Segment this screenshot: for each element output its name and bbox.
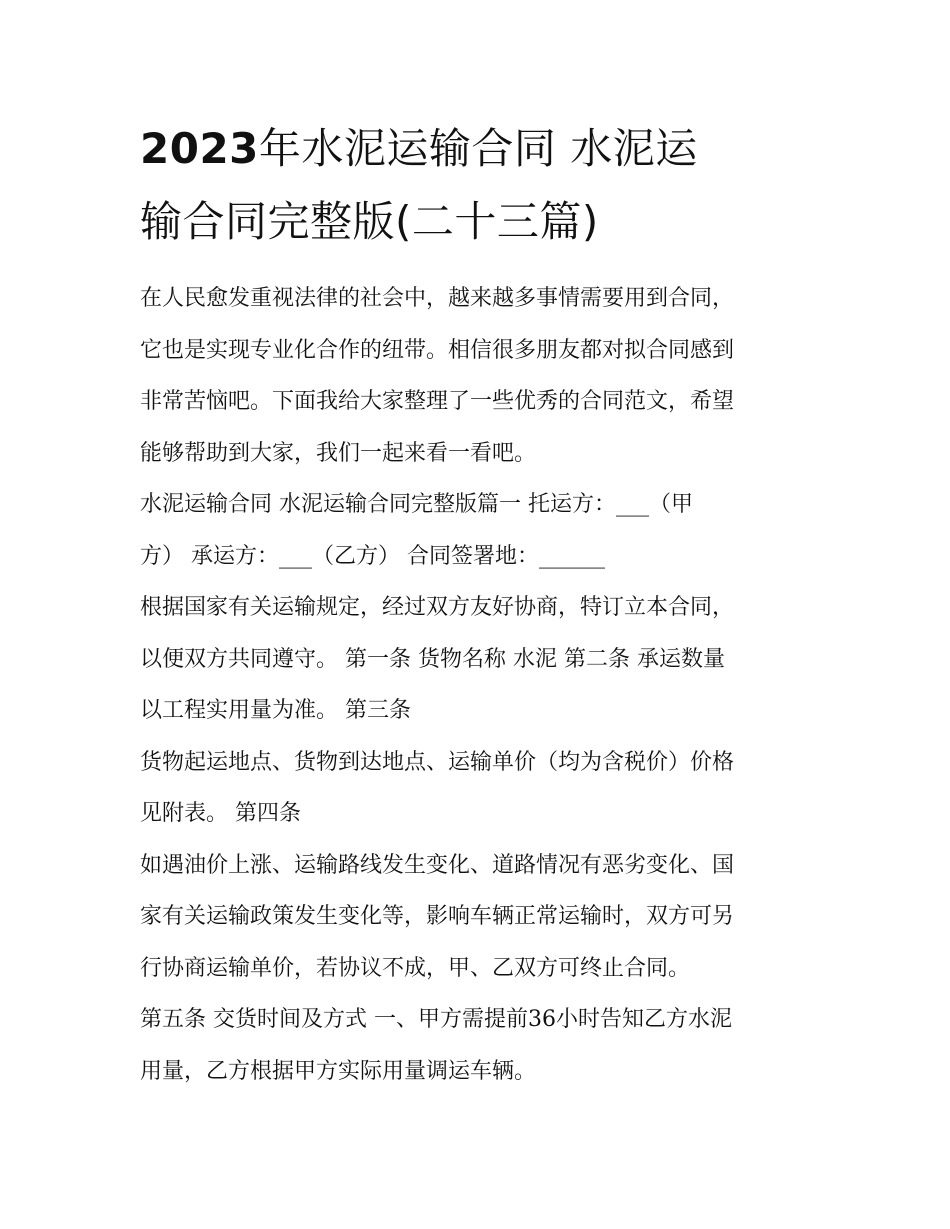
text-line: 行协商运输单价，若协议不成，甲、乙双方可终止合同。 bbox=[140, 955, 691, 981]
title-line-1 bbox=[140, 112, 820, 185]
text-line: 家有关运输政策发生变化等，影响车辆正常运输时，双方可另 bbox=[140, 904, 735, 929]
text-line: 用量，乙方根据甲方实际用量调运车辆。 bbox=[140, 1058, 537, 1084]
text-line: 见附表。 第四条 bbox=[140, 801, 301, 826]
contract-article-3-4-paragraph bbox=[140, 737, 820, 840]
text-line: 它也是实现专业化合作的纽带。相信很多朋友都对拟合同感到 bbox=[140, 337, 735, 363]
title-line-2: 输合同完整版(二十三篇) bbox=[140, 197, 599, 246]
text-line: 货物起运地点、货物到达地点、运输单价（均为含税价）价格 bbox=[140, 749, 735, 775]
text-line: 非常苦恼吧。下面我给大家整理了一些优秀的合同范文，希望 bbox=[140, 389, 735, 414]
text-line: 方） 承运方：___（乙方） 合同签署地：______ bbox=[140, 543, 605, 569]
contract-article-5-paragraph bbox=[140, 994, 820, 1097]
text-line: 能够帮助到大家，我们一起来看一看吧。 bbox=[140, 440, 537, 466]
text-line: 以工程实用量为准。 第三条 bbox=[140, 698, 411, 723]
text-line: 以便双方共同遵守。 第一条 货物名称 水泥 第二条 承运数量 bbox=[140, 646, 725, 672]
contract-articles-1-3-paragraph bbox=[140, 582, 820, 737]
document-title bbox=[140, 112, 820, 258]
text-line: 如遇油价上涨、运输路线发生变化、道路情况有恶劣变化、国 bbox=[140, 852, 735, 878]
contract-article-4-paragraph bbox=[140, 840, 820, 995]
text-line: 水泥运输合同 水泥运输合同完整版篇一 托运方：___（甲 bbox=[140, 492, 693, 517]
text-line: 第五条 交货时间及方式 一、甲方需提前36小时告知乙方水泥 bbox=[140, 1007, 732, 1032]
intro-paragraph bbox=[140, 273, 820, 479]
text-line: 根据国家有关运输规定，经过双方友好协商，特订立本合同， bbox=[140, 595, 735, 620]
text-line: 在人民愈发重视法律的社会中，越来越多事情需要用到合同， bbox=[140, 286, 735, 311]
contract-parties-paragraph bbox=[140, 479, 820, 582]
document-body bbox=[140, 273, 820, 1097]
title-line-1-text: 年水泥运输合同 水泥运 bbox=[258, 124, 698, 173]
title-year: 2023 bbox=[140, 124, 259, 173]
